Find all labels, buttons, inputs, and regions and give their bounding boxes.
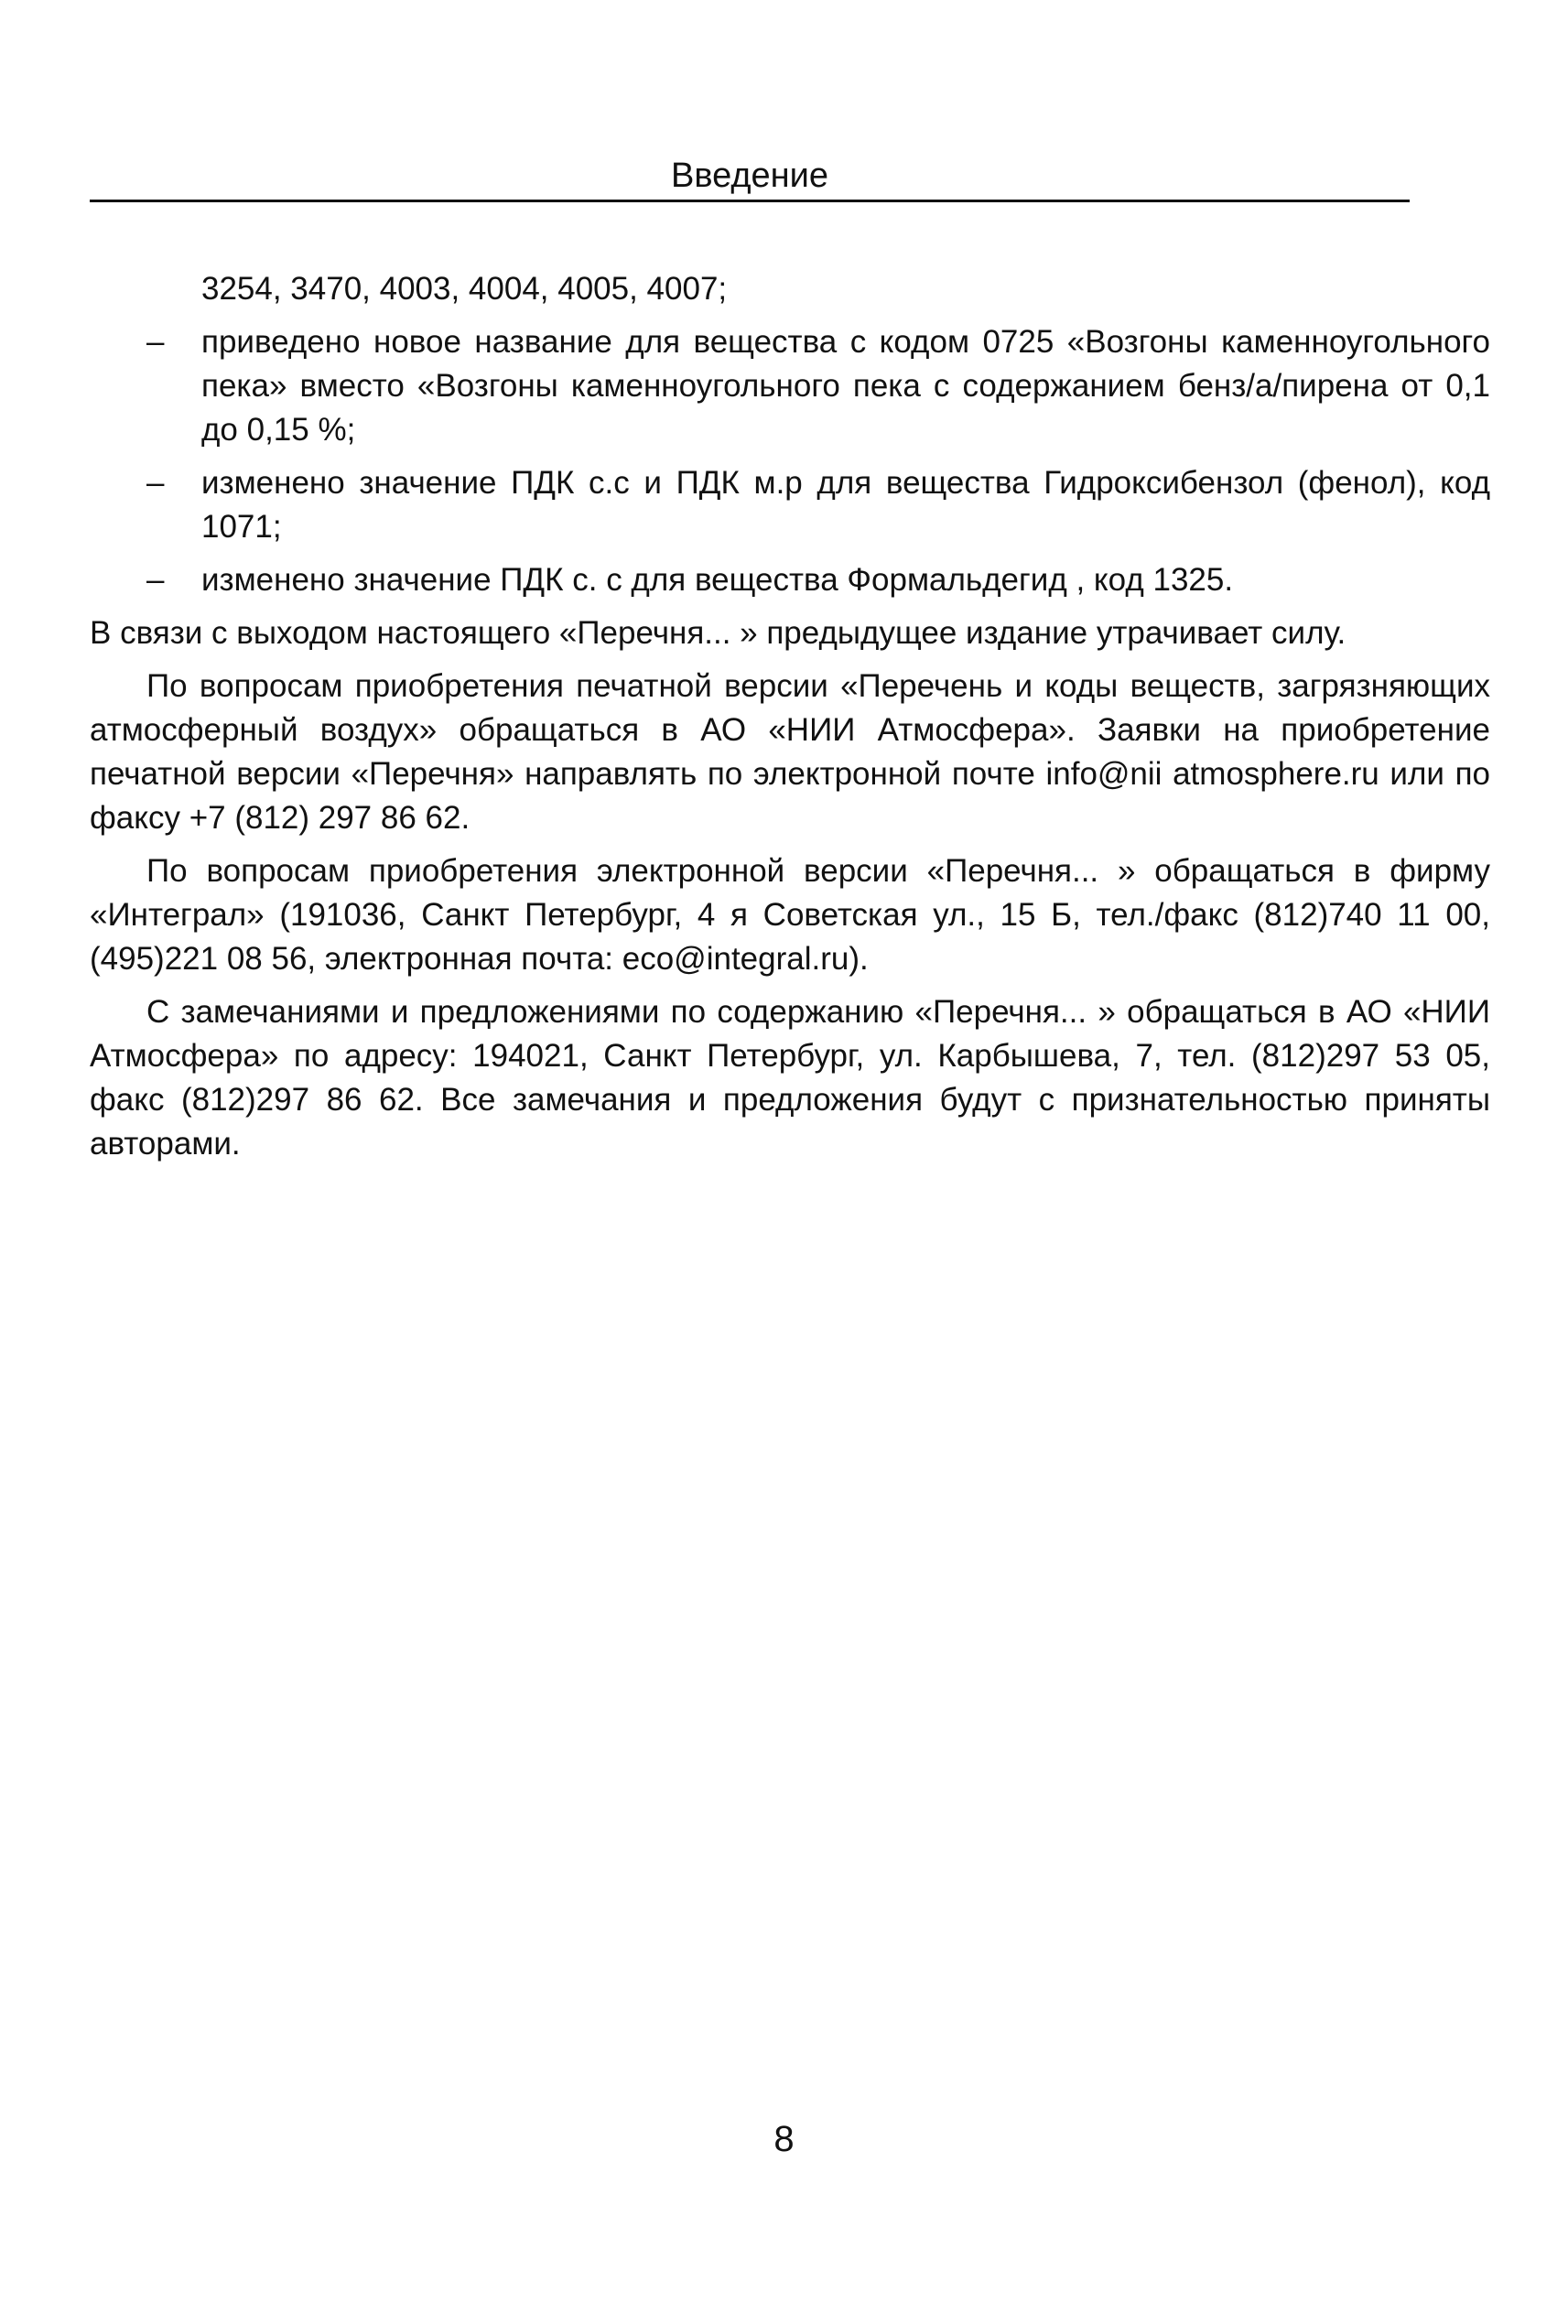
list-item-text: приведено новое название для вещества с кодом 0725 «Возгоны каменноугольного пека» вместо «Возгоны каменноугольного пека с содержанием бенз/а/пирена от 0,1 до 0,15 %; <box>201 324 1490 448</box>
list-item <box>90 558 1490 602</box>
list-item <box>90 320 1490 452</box>
changes-list <box>90 320 1490 602</box>
list-item-text: изменено значение ПДК с.с и ПДК м.р для вещества Гидроксибензол (фенол), код 1071; <box>201 465 1490 545</box>
list-item <box>90 461 1490 549</box>
paragraph-feedback: С замечаниями и предложениями по содержанию «Перечня... » обращаться в АО «НИИ Атмосфера» по адресу: 194021, Санкт Петербург, ул. Карбышева, 7, тел. (812)297 53 05, факс (812)297 86 62. Все замечания и предложения будут с признательностью приняты авторами. <box>90 994 1490 1162</box>
document-body <box>90 267 1490 1175</box>
page-number: 8 <box>773 2119 795 2159</box>
running-header: Введение <box>670 157 829 195</box>
paragraph-print-version: По вопросам приобретения печатной версии «Перечень и коды веществ, загрязняющих атмосферный воздух» обращаться в АО «НИИ Атмосфера». Заявки на приобретение печатной версии «Перечня» направлять по электронной почте info@nii atmosphere.ru или по факсу +7 (812) 297 86 62. <box>90 668 1490 836</box>
header-rule <box>90 200 1410 202</box>
paragraph-electronic-version: По вопросам приобретения электронной версии «Перечня... » обращаться в фирму «Интеграл» (191036, Санкт Петербург, 4 я Советская ул., 15 Б, тел./факс (812)740 11 00, (495)221 08 56, электронная почта: eco@integral.ru). <box>90 853 1490 977</box>
list-dash: – <box>146 465 165 501</box>
continuation-line: 3254, 3470, 4003, 4004, 4005, 4007; <box>201 271 728 307</box>
list-item-text: изменено значение ПДК с. с для вещества Формальдегид , код 1325. <box>201 562 1234 598</box>
paragraph-supersedes: В связи с выходом настоящего «Перечня... » предыдущее издание утрачивает силу. <box>90 615 1346 651</box>
list-dash: – <box>146 562 165 598</box>
list-dash: – <box>146 324 165 360</box>
